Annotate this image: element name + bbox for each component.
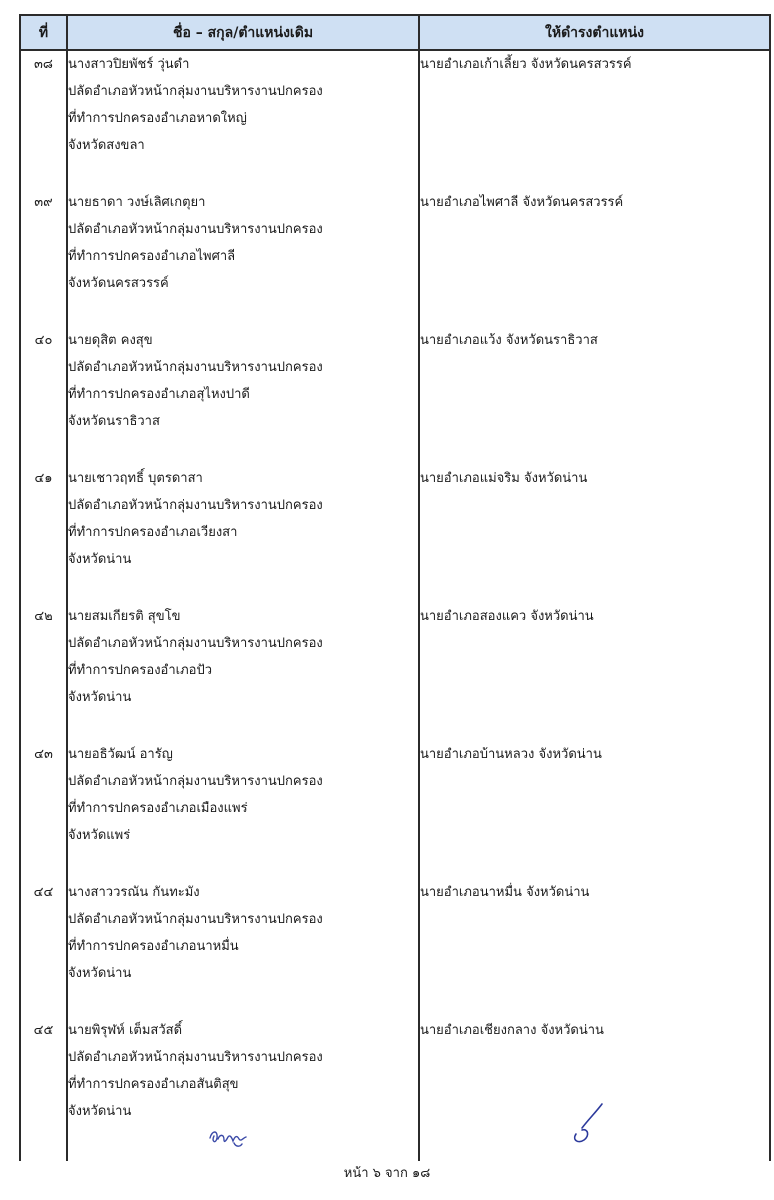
row-number: ๓๘ <box>20 50 67 189</box>
person-name: นายเชาวฤทธิ์ บุตรดาสา <box>68 471 203 486</box>
table-row <box>20 879 770 1017</box>
person-name: นายอธิวัฒน์ อารัญ <box>68 747 173 762</box>
header-number: ที่ <box>20 15 67 50</box>
province: จังหวัดสงขลา <box>68 138 145 153</box>
row-number: ๔๓ <box>20 741 67 879</box>
new-position-cell <box>419 603 770 741</box>
name-cell <box>67 465 419 603</box>
new-position: นายอำเภอไพศาลี จังหวัดนครสวรรค์ <box>420 195 624 210</box>
name-cell <box>67 741 419 879</box>
province: จังหวัดนราธิวาส <box>68 414 160 429</box>
province: จังหวัดน่าน <box>68 552 132 567</box>
old-position: ปลัดอำเภอหัวหน้ากลุ่มงานบริหารงานปกครอง <box>68 498 323 513</box>
office: ที่ทำการปกครองอำเภอนาหมื่น <box>68 939 239 954</box>
person-name: นายธาดา วงษ์เลิศเกตุยา <box>68 195 206 210</box>
appointment-table <box>19 14 771 1161</box>
table-header-row <box>20 15 770 50</box>
table-row <box>20 465 770 603</box>
office: ที่ทำการปกครองอำเภอสันติสุข <box>68 1077 239 1092</box>
table-row <box>20 50 770 189</box>
handwritten-signature-mark <box>566 1098 610 1148</box>
new-position: นายอำเภอนาหมื่น จังหวัดน่าน <box>420 885 590 900</box>
new-position-cell <box>419 879 770 1017</box>
name-cell <box>67 879 419 1017</box>
new-position-cell <box>419 741 770 879</box>
table-row <box>20 1017 770 1161</box>
new-position: นายอำเภอเก้าเลี้ยว จังหวัดนครสวรรค์ <box>420 57 632 72</box>
office: ที่ทำการปกครองอำเภอปัว <box>68 663 213 678</box>
new-position: นายอำเภอเชียงกลาง จังหวัดน่าน <box>420 1023 604 1038</box>
row-number: ๔๔ <box>20 879 67 1017</box>
new-position-cell <box>419 465 770 603</box>
province: จังหวัดนครสวรรค์ <box>68 276 169 291</box>
table-row <box>20 327 770 465</box>
person-name: นางสาวปิยพัชร์ วุ่นดำ <box>68 57 190 72</box>
new-position: นายอำเภอแม่จริม จังหวัดน่าน <box>420 471 588 486</box>
row-number: ๔๒ <box>20 603 67 741</box>
new-position-cell <box>419 327 770 465</box>
person-name: นายพิรุฬห์ เต็มสวัสดิ์ <box>68 1023 183 1038</box>
new-position-cell <box>419 189 770 327</box>
old-position: ปลัดอำเภอหัวหน้ากลุ่มงานบริหารงานปกครอง <box>68 774 323 789</box>
name-cell <box>67 50 419 189</box>
name-cell <box>67 189 419 327</box>
row-number: ๔๐ <box>20 327 67 465</box>
new-position-cell <box>419 50 770 189</box>
name-cell <box>67 603 419 741</box>
old-position: ปลัดอำเภอหัวหน้ากลุ่มงานบริหารงานปกครอง <box>68 1050 323 1065</box>
office: ที่ทำการปกครองอำเภอเวียงสา <box>68 525 238 540</box>
province: จังหวัดน่าน <box>68 1104 132 1119</box>
office: ที่ทำการปกครองอำเภอเมืองแพร่ <box>68 801 248 816</box>
row-number: ๔๑ <box>20 465 67 603</box>
old-position: ปลัดอำเภอหัวหน้ากลุ่มงานบริหารงานปกครอง <box>68 636 323 651</box>
new-position: นายอำเภอบ้านหลวง จังหวัดน่าน <box>420 747 602 762</box>
province: จังหวัดน่าน <box>68 690 132 705</box>
office: ที่ทำการปกครองอำเภอหาดใหญ่ <box>68 111 247 126</box>
header-new-position: ให้ดำรงตำแหน่ง <box>419 15 770 50</box>
province: จังหวัดน่าน <box>68 966 132 981</box>
header-name-old-position: ชื่อ – สกุล/ตำแหน่งเดิม <box>67 15 419 50</box>
person-name: นายดุสิต คงสุข <box>68 333 153 348</box>
office: ที่ทำการปกครองอำเภอไพศาลี <box>68 249 236 264</box>
province: จังหวัดแพร่ <box>68 828 131 843</box>
table-row <box>20 741 770 879</box>
name-cell <box>67 327 419 465</box>
row-number: ๓๙ <box>20 189 67 327</box>
table-row <box>20 603 770 741</box>
old-position: ปลัดอำเภอหัวหน้ากลุ่มงานบริหารงานปกครอง <box>68 222 323 237</box>
old-position: ปลัดอำเภอหัวหน้ากลุ่มงานบริหารงานปกครอง <box>68 84 323 99</box>
new-position: นายอำเภอสองแคว จังหวัดน่าน <box>420 609 594 624</box>
page-number: หน้า ๖ จาก ๑๘ <box>343 1166 431 1181</box>
table-row <box>20 189 770 327</box>
row-number: ๔๕ <box>20 1017 67 1161</box>
new-position: นายอำเภอแว้ง จังหวัดนราธิวาส <box>420 333 598 348</box>
handwritten-initials-signature <box>206 1124 254 1150</box>
person-name: นายสมเกียรติ สุขโข <box>68 609 181 624</box>
person-name: นางสาววรณัน กันทะมัง <box>68 885 200 900</box>
old-position: ปลัดอำเภอหัวหน้ากลุ่มงานบริหารงานปกครอง <box>68 360 323 375</box>
old-position: ปลัดอำเภอหัวหน้ากลุ่มงานบริหารงานปกครอง <box>68 912 323 927</box>
office: ที่ทำการปกครองอำเภอสุไหงปาดี <box>68 387 250 402</box>
